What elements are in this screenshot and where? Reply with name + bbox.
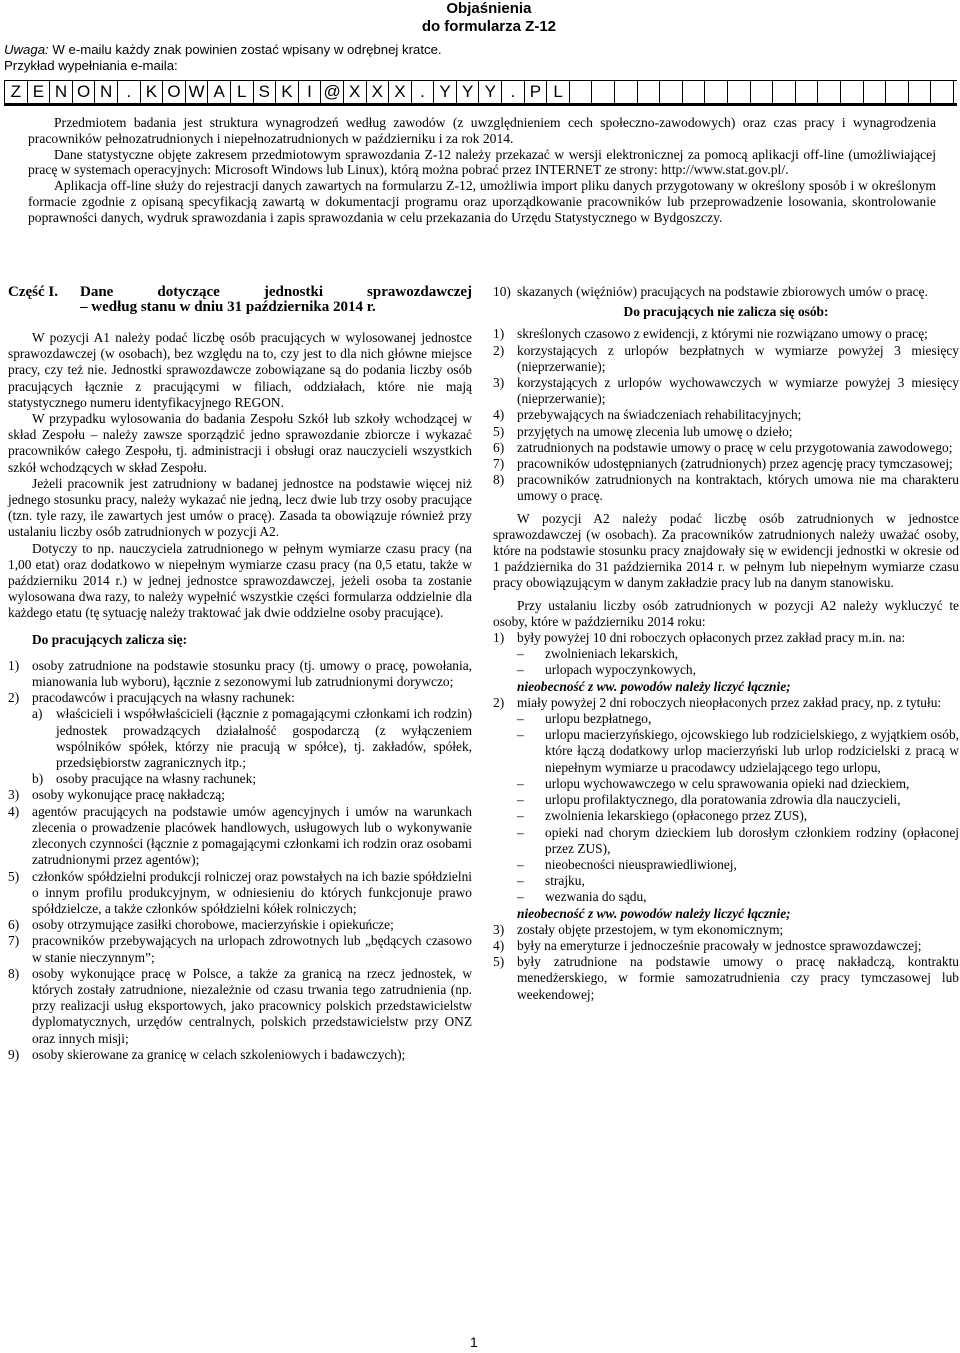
- email-char-cell: [818, 81, 841, 103]
- included-heading: Do pracujących zalicza się:: [32, 631, 188, 647]
- email-char-cell: S: [254, 81, 277, 103]
- email-char-cell: Y: [434, 81, 457, 103]
- note-combined: nieobecność z ww. powodów należy liczyć łącznie;: [517, 678, 791, 694]
- email-char-cell: [751, 81, 774, 103]
- email-char-cell: [592, 81, 615, 103]
- dash-item: – urlopach wypoczynkowych,: [517, 662, 696, 678]
- list-item: 3) osoby wykonujące pracę nakładczą;: [8, 787, 225, 803]
- email-char-cell: [705, 81, 728, 103]
- email-char-cell: [570, 81, 593, 103]
- list-item: 1) były powyżej 10 dni roboczych opłaconych przez zakład pracy m.in. na:: [493, 630, 906, 646]
- list-item: 4) były na emeryturze i jednocześnie pracowały w jednostce sprawozdawczej;: [493, 937, 922, 953]
- left-column: [8, 284, 472, 1063]
- note-combined: nieobecność z ww. powodów należy liczyć łącznie;: [517, 905, 791, 921]
- intro-paragraph: Aplikacja off-line służy do rejestracji danych zawartych na formularzu Z-12, umożliwia import pliku danych przygotowany w określony sposób i w określonym formacie zgodnie z opisaną specyfikacją zawartą w dokumentacji programu oraz uporządkowanie pracowników lub przeprowadzenie losowania, skontrolowanie poprawności danych, wydruk sprawozdania i zapis sprawozdania w celu przekazania do Urzędu Statystycznego w Bydgoszczy.: [28, 178, 936, 225]
- paragraph-a1: W pozycji A1 należy podać liczbę osób pracujących w wylosowanej jednostce sprawozdawczej (w osobach), bez względu na to, czy jest to dla nich główne miejsce pracy, czy też nie. Jednostki sprawozdawcze zobowiązane są do podania liczby osób pracujących łącznie z pracującymi w filiach, oddziałach, które nie mają statystycznego numeru identyfikacyjnego REGON.: [8, 330, 472, 410]
- email-char-cell: @: [321, 81, 344, 103]
- right-column: [493, 284, 959, 1003]
- dash-item: – urlopu macierzyńskiego, ojcowskiego lub rodzicielskiego, z wyjątkiem osób, które łączą dodatkowy urlop macierzyński lub urlop rodzicielski z pracą w niepełnym wymiarze u pracodawcy udzielającego tego urlopu,: [517, 727, 959, 775]
- list-item: 4) agentów pracujących na podstawie umów agencyjnych i umów na warunkach zlecenia o prowadzenie placówek handlowych, usługowych lub o wykonywanie zleconych czynności (łącznie z pomagającymi członkami ich rodzin oraz osobami zatrudnionymi przez agentów);: [8, 803, 472, 868]
- email-char-cell: [841, 81, 864, 103]
- email-char-cell: O: [73, 81, 96, 103]
- section-title: Dane dotyczące jednostki sprawozdawczej: [80, 284, 472, 300]
- dash-item: – zwolnieniach lekarskich,: [517, 646, 679, 662]
- email-char-cell: I: [299, 81, 322, 103]
- email-char-cell: O: [163, 81, 186, 103]
- page-number: 1: [470, 1334, 478, 1350]
- dash-item: – wezwania do sądu,: [517, 889, 647, 905]
- email-char-cell: X: [367, 81, 390, 103]
- email-char-cell: K: [276, 81, 299, 103]
- dash-item: – strajku,: [517, 873, 585, 889]
- list-item: 1) skreślonych czasowo z ewidencji, z którymi nie rozwiązano umowy o pracę;: [493, 326, 928, 342]
- email-char-cell: [931, 81, 954, 103]
- sub-item: a) właścicieli i współwłaścicieli (łącznie z pomagającymi członkami ich rodzin) jednostek prowadzących działalność gospodarczą (z wyłączeniem wspólników spółek, którzy nie pracują w spółce), tj. zakładów, spółek, przedsiębiorstw zagranicznych itp.;: [32, 706, 472, 771]
- email-char-cell: X: [389, 81, 412, 103]
- email-char-cell: P: [525, 81, 548, 103]
- title-line-1: Objaśnienia: [446, 0, 532, 17]
- list-item: 2) pracodawców i pracujących na własny rachunek:: [8, 690, 295, 706]
- email-char-cell: W: [186, 81, 209, 103]
- list-item: 6) osoby otrzymujące zasiłki chorobowe, macierzyńskie i opiekuńcze;: [8, 917, 394, 933]
- list-item: 1) osoby zatrudnione na podstawie stosunku pracy (tj. umowy o pracę, powołania, mianowania lub wyboru), łącznie z sezonowymi lub zatrudnionymi dorywczo;: [8, 657, 472, 690]
- paragraph: Jeżeli pracownik jest zatrudniony w badanej jednostce na podstawie więcej niż jednego stosunku pracy, należy wykazać nie jedną, lecz dwie lub trzy osoby pracujące (tzn. tyle razy, ile zawartych jest umów o pracę). Zasada ta obowiązuje również przy ustalaniu liczby osób zatrudnionych w pozycji A2.: [8, 475, 472, 540]
- paragraph-a2: W pozycji A2 należy podać liczbę osób zatrudnionych w jednostce sprawozdawczej (w osobach). Za pracowników zatrudnionych należy uważać osoby, które na podstawie stosunku pracy znajdowały się w ewidencji jednostki w okresie od 1 października do 31 października 2014 r. w pełnym lub niepełnym wymiarze czasu pracy obowiązującym w danym zakładzie pracy lub na danym stanowisku.: [493, 510, 959, 591]
- dash-item: – urlopu profilaktycznego, dla poratowania zdrowia dla nauczycieli,: [517, 792, 901, 808]
- email-char-cell: [886, 81, 909, 103]
- email-char-cell: .: [118, 81, 141, 103]
- section-subtitle: – według stanu w dniu 31 października 2014 r.: [80, 299, 376, 315]
- email-char-cell: Y: [479, 81, 502, 103]
- section-heading-2: [8, 299, 472, 316]
- sub-item: b) osoby pracujące na własny rachunek;: [32, 771, 257, 787]
- note-text: W e-mailu każdy znak powinien zostać wpisany w odrębnej kratce.: [48, 42, 442, 57]
- note-example: Przykład wypełniania e-maila:: [4, 57, 178, 73]
- excluded-heading: Do pracujących nie zalicza się osób:: [623, 304, 829, 320]
- list-item: 8) osoby wykonujące pracę w Polsce, a także za granicą na rzecz jednostek, w których zostały zatrudnione, niezależnie od czasu trwania tego zatrudnienia (np. przy realizacji usług eksportowych, jako pracownicy polskich przedstawicielstw dyplomatycznych, urzędów centralnych, polskich przedstawicielstw przy ONZ oraz innych misji;: [8, 965, 472, 1046]
- list-item: 5) przyjętych na umowę zlecenia lub umowę o dzieło;: [493, 423, 793, 439]
- email-char-cell: L: [547, 81, 570, 103]
- email-char-cell: N: [50, 81, 73, 103]
- list-item: 5) były zatrudnione na podstawie umowy o pracę nakładczą, kontraktu menedżerskiego, w formie samozatrudnienia czy pracy tymczasowej lub weekendowej;: [493, 954, 959, 1002]
- list-item: 5) członków spółdzielni produkcji rolniczej oraz powstałych na ich bazie spółdzielni o innym profilu produkcyjnym, w odniesieniu do których funkcjonuje prawo spółdzielcze, a także członków spółdzielni kółek rolniczych;: [8, 868, 472, 916]
- section-label: Część I.: [8, 284, 58, 300]
- intro-paragraph: Przedmiotem badania jest struktura wynagrodzeń według zawodów (z uwzględnieniem cech społeczno-zawodowych) oraz czas pracy i wynagrodzenia pracowników pełnozatrudnionych i niepełnozatrudnionych w październiku i za rok 2014.: [28, 115, 936, 146]
- list-item: 3) korzystających z urlopów wychowawczych w wymiarze powyżej 3 miesięcy (nieprzerwanie);: [493, 375, 959, 407]
- email-char-cell: .: [412, 81, 435, 103]
- email-char-cell: .: [502, 81, 525, 103]
- dash-item: – nieobecności nieusprawiedliwionej,: [517, 856, 737, 872]
- list-item: 7) pracowników przebywających na urlopach zdrowotnych lub „będących czasowo w stanie nieczynnym”;: [8, 933, 472, 965]
- note-label: Uwaga:: [4, 42, 49, 57]
- list-item: 3) zostały objęte przestojem, w tym ekonomicznym;: [493, 921, 784, 937]
- email-char-cell: X: [344, 81, 367, 103]
- list-item: 9) osoby skierowane za granicę w celach szkoleniowych i badawczych);: [8, 1046, 406, 1062]
- email-char-cell: L: [231, 81, 254, 103]
- email-char-cell: [683, 81, 706, 103]
- email-char-cell: Z: [5, 81, 28, 103]
- intro-text: [28, 115, 936, 226]
- dash-item: – zwolnienia lekarskiego (opłaconego przez ZUS),: [517, 808, 808, 824]
- email-char-cell: N: [95, 81, 118, 103]
- email-char-cell: [773, 81, 796, 103]
- email-char-cell: [615, 81, 638, 103]
- email-char-cell: [864, 81, 887, 103]
- email-example-grid: [4, 80, 957, 106]
- title-line-2: do formularza Z-12: [421, 18, 556, 35]
- email-char-cell: K: [141, 81, 164, 103]
- email-char-cell: [909, 81, 932, 103]
- email-char-cell: [638, 81, 661, 103]
- list-item: 2) miały powyżej 2 dni roboczych nieopłaconych przez zakład pracy, np. z tytułu:: [493, 694, 942, 710]
- email-char-cell: A: [208, 81, 231, 103]
- paragraph: W przypadku wylosowania do badania Zespołu Szkół lub szkoły wchodzącej w skład Zespołu – należy zawsze sporządzić jedno sprawozdanie zbiorcze i wykazać pracowników całego Zespołu, tj. administracji i obsługi oraz nauczycieli wszystkich szkół wchodzących w skład Zespołu.: [8, 411, 472, 475]
- dash-item: – urlopu bezpłatnego,: [517, 711, 652, 727]
- dash-item: – opieki nad chorym dzieckiem lub dorosłym członkiem rodziny (opłaconej przez ZUS),: [517, 824, 959, 856]
- email-note: [4, 42, 442, 73]
- list-item: 4) przebywających na świadczeniach rehabilitacyjnych;: [493, 407, 802, 423]
- email-char-cell: [796, 81, 819, 103]
- list-item: 10) skazanych (więźniów) pracujących na podstawie zbiorowych umów o pracę.: [493, 284, 928, 299]
- form-title: [422, 0, 556, 36]
- email-char-cell: Y: [457, 81, 480, 103]
- email-char-cell: [728, 81, 751, 103]
- email-char-cell: [660, 81, 683, 103]
- list-item: 6) zatrudnionych na podstawie umowy o pracę w celu przygotowania zawodowego;: [493, 439, 953, 455]
- list-item: 7) pracowników udostępnianych (zatrudnionych) przez agencję pracy tymczasowej;: [493, 456, 953, 472]
- paragraph: Dotyczy to np. nauczyciela zatrudnionego w pełnym wymiarze czasu pracy (na 1,00 etat) oraz dodatkowo w niepełnym wymiarze czasu pracy (na 0,5 etatu, także w październiku 2014 r.) w jednej jednostce sprawozdawczej, jeżeli osoba ta zostanie wylosowana dwa razy, to należy wypełnić wszystkie części formularza oddzielnie dla każdego etatu (tę sytuację należy traktować jak dwie oddzielne osoby pracujące).: [8, 540, 472, 621]
- list-item: 2) korzystających z urlopów bezpłatnych w wymiarze powyżej 3 miesięcy (nieprzerwanie);: [493, 342, 959, 374]
- intro-paragraph: Dane statystyczne objęte zakresem przedmiotowym sprawozdania Z-12 należy przekazać w wersji elektronicznej za pomocą aplikacji off-line (umożliwiającej pracę w systemach operacyjnych: Microsoft Windows lub Linux), którą można pobrać przez INTERNET ze strony: http://www.stat.gov.pl/.: [28, 146, 936, 178]
- list-item: 8) pracowników zatrudnionych na kontraktach, których umowa nie ma charakteru umowy o pracę.: [493, 472, 959, 504]
- email-char-cell: E: [28, 81, 51, 103]
- paragraph: Przy ustalaniu liczby osób zatrudnionych w pozycji A2 należy wykluczyć te osoby, które w październiku 2014 roku:: [493, 597, 959, 629]
- dash-item: – urlopu wychowawczego w celu sprawowania opieki nad dzieckiem,: [517, 775, 910, 791]
